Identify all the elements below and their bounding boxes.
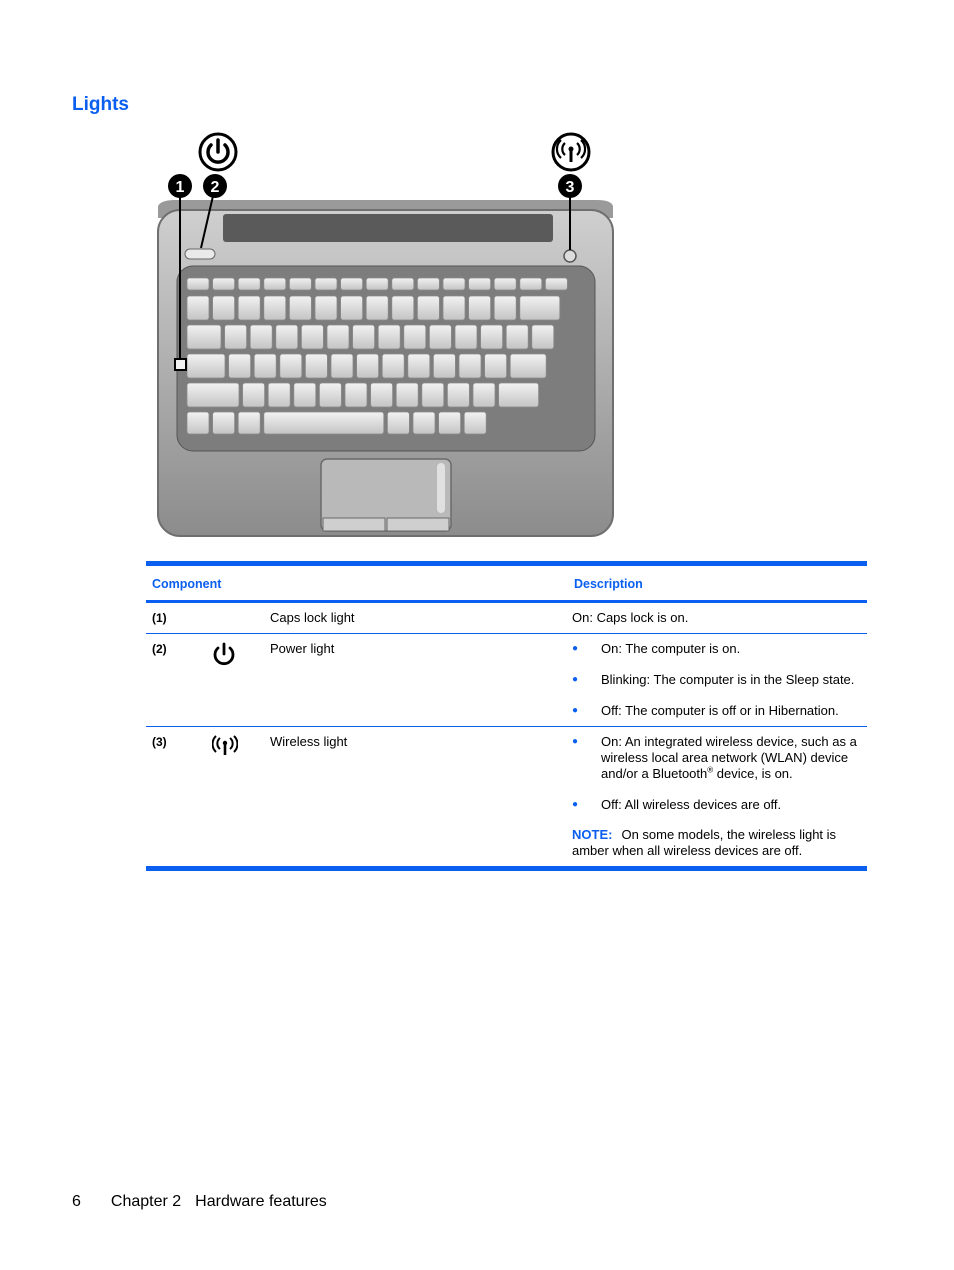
keyboard-key <box>305 354 327 378</box>
table-header-row <box>146 564 867 602</box>
keyboard-key <box>264 278 286 290</box>
keyboard-key <box>301 325 323 349</box>
keyboard-key <box>433 354 455 378</box>
table-row <box>146 727 867 869</box>
keyboard-key <box>392 296 414 320</box>
chapter-title: Hardware features <box>195 1193 327 1210</box>
keyboard-key <box>238 278 260 290</box>
description-header: Description <box>574 577 643 591</box>
laptop-lights-illustration <box>155 128 617 540</box>
touchpad-scroll-zone <box>437 463 445 513</box>
touchpad-left-button <box>323 518 385 531</box>
row-icon-cell <box>206 727 264 869</box>
keyboard-key <box>327 325 349 349</box>
keyboard-key <box>366 296 388 320</box>
keyboard-key <box>494 278 516 290</box>
speaker-grille <box>223 214 553 242</box>
keyboard-key <box>345 383 367 407</box>
keyboard-key <box>187 278 209 290</box>
keyboard-key <box>429 325 451 349</box>
component-description <box>568 634 867 727</box>
note <box>572 827 859 859</box>
keyboard-key <box>366 278 388 290</box>
keyboard-key <box>250 325 272 349</box>
wireless-light-indicator <box>564 250 576 262</box>
component-header: Component <box>152 577 222 591</box>
note-label: NOTE: <box>572 827 613 842</box>
keyboard-key <box>243 383 265 407</box>
keyboard-key <box>404 325 426 349</box>
svg-text:2: 2 <box>210 179 220 196</box>
components-table <box>146 561 867 871</box>
keyboard-key <box>506 325 528 349</box>
keyboard-key <box>413 412 435 434</box>
keyboard-key <box>187 412 209 434</box>
row-number: (3) <box>152 735 167 749</box>
keyboard-key <box>396 383 418 407</box>
keyboard-key <box>447 383 469 407</box>
keyboard-key <box>225 325 247 349</box>
page-footer <box>72 1193 327 1211</box>
keyboard-key <box>408 354 430 378</box>
keyboard-key <box>499 383 539 407</box>
keyboard-key <box>392 278 414 290</box>
keyboard-key <box>481 325 503 349</box>
row-number: (1) <box>152 611 167 625</box>
keyboard-key <box>294 383 316 407</box>
power-icon <box>212 642 236 666</box>
list-item: ● On: An integrated wireless device, such as a wireless local area network (WLAN) device and/or a Bluetooth® device, is on. <box>572 734 859 782</box>
keyboard-key <box>371 383 393 407</box>
callout-2 <box>203 174 227 198</box>
list-item: ● Off: All wireless devices are off. <box>572 797 859 813</box>
keyboard-key <box>264 296 286 320</box>
wireless-icon <box>212 735 238 757</box>
table-row <box>146 634 867 727</box>
keyboard-key <box>473 383 495 407</box>
keyboard-key <box>280 354 302 378</box>
keyboard-key <box>459 354 481 378</box>
keyboard-key <box>229 354 251 378</box>
list-item: ● On: The computer is on. <box>572 641 859 657</box>
keyboard-key <box>213 278 235 290</box>
keyboard-key <box>485 354 507 378</box>
component-description <box>568 727 867 869</box>
component-name: Caps lock light <box>270 610 355 625</box>
keyboard-key <box>254 354 276 378</box>
keyboard-key <box>455 325 477 349</box>
caps-lock-light-indicator <box>175 359 186 370</box>
keyboard-key <box>276 325 298 349</box>
callout-3 <box>558 174 582 198</box>
keyboard-key <box>464 412 486 434</box>
keyboard-key <box>289 296 311 320</box>
keyboard-key <box>315 296 337 320</box>
list-item: ● Off: The computer is off or in Hibernation. <box>572 703 859 719</box>
keyboard-key <box>469 278 491 290</box>
keyboard-key <box>387 412 409 434</box>
list-item: ● Blinking: The computer is in the Sleep state. <box>572 672 859 688</box>
keyboard-key <box>331 354 353 378</box>
keyboard-key <box>520 296 560 320</box>
component-description: On: Caps lock is on. <box>572 610 689 625</box>
keyboard-key <box>443 278 465 290</box>
keyboard-key <box>187 354 225 378</box>
keyboard-key <box>520 278 542 290</box>
touchpad-right-button <box>387 518 449 531</box>
keyboard-key <box>268 383 290 407</box>
component-name: Wireless light <box>270 734 348 749</box>
component-name: Power light <box>270 641 335 656</box>
note-text: On some models, the wireless light is amber when all wireless devices are off. <box>572 827 837 858</box>
keyboard-key <box>378 325 400 349</box>
keyboard-key <box>264 412 384 434</box>
keyboard-key <box>494 296 516 320</box>
keyboard-key <box>510 354 546 378</box>
callout-1 <box>168 174 192 198</box>
keyboard-key <box>341 278 363 290</box>
keyboard-key <box>469 296 491 320</box>
keyboard-key <box>545 278 567 290</box>
wireless-icon <box>553 134 589 170</box>
page-number: 6 <box>72 1193 81 1210</box>
keyboard-key <box>532 325 554 349</box>
keyboard-key <box>319 383 341 407</box>
keyboard-key <box>443 296 465 320</box>
power-icon <box>200 134 236 170</box>
power-light-indicator <box>185 249 215 259</box>
svg-text:1: 1 <box>175 179 185 196</box>
keyboard-key <box>187 383 239 407</box>
keyboard-key <box>213 412 235 434</box>
keyboard-key <box>439 412 461 434</box>
keyboard-key <box>289 278 311 290</box>
keyboard-key <box>213 296 235 320</box>
keyboard-key <box>187 325 221 349</box>
keyboard-key <box>341 296 363 320</box>
row-number: (2) <box>152 642 167 656</box>
keyboard-key <box>422 383 444 407</box>
keyboard-key <box>353 325 375 349</box>
keyboard-key <box>357 354 379 378</box>
keyboard-key <box>238 296 260 320</box>
row-icon-cell <box>206 602 264 634</box>
svg-text:3: 3 <box>565 179 575 196</box>
keyboard-key <box>238 412 260 434</box>
keyboard-key <box>382 354 404 378</box>
keyboard-key <box>417 296 439 320</box>
keyboard-key <box>417 278 439 290</box>
row-icon-cell <box>206 634 264 727</box>
keyboard-key <box>187 296 209 320</box>
table-row <box>146 602 867 634</box>
keyboard-key <box>315 278 337 290</box>
chapter-label: Chapter 2 <box>110 1193 182 1210</box>
section-title: Lights <box>72 94 129 115</box>
